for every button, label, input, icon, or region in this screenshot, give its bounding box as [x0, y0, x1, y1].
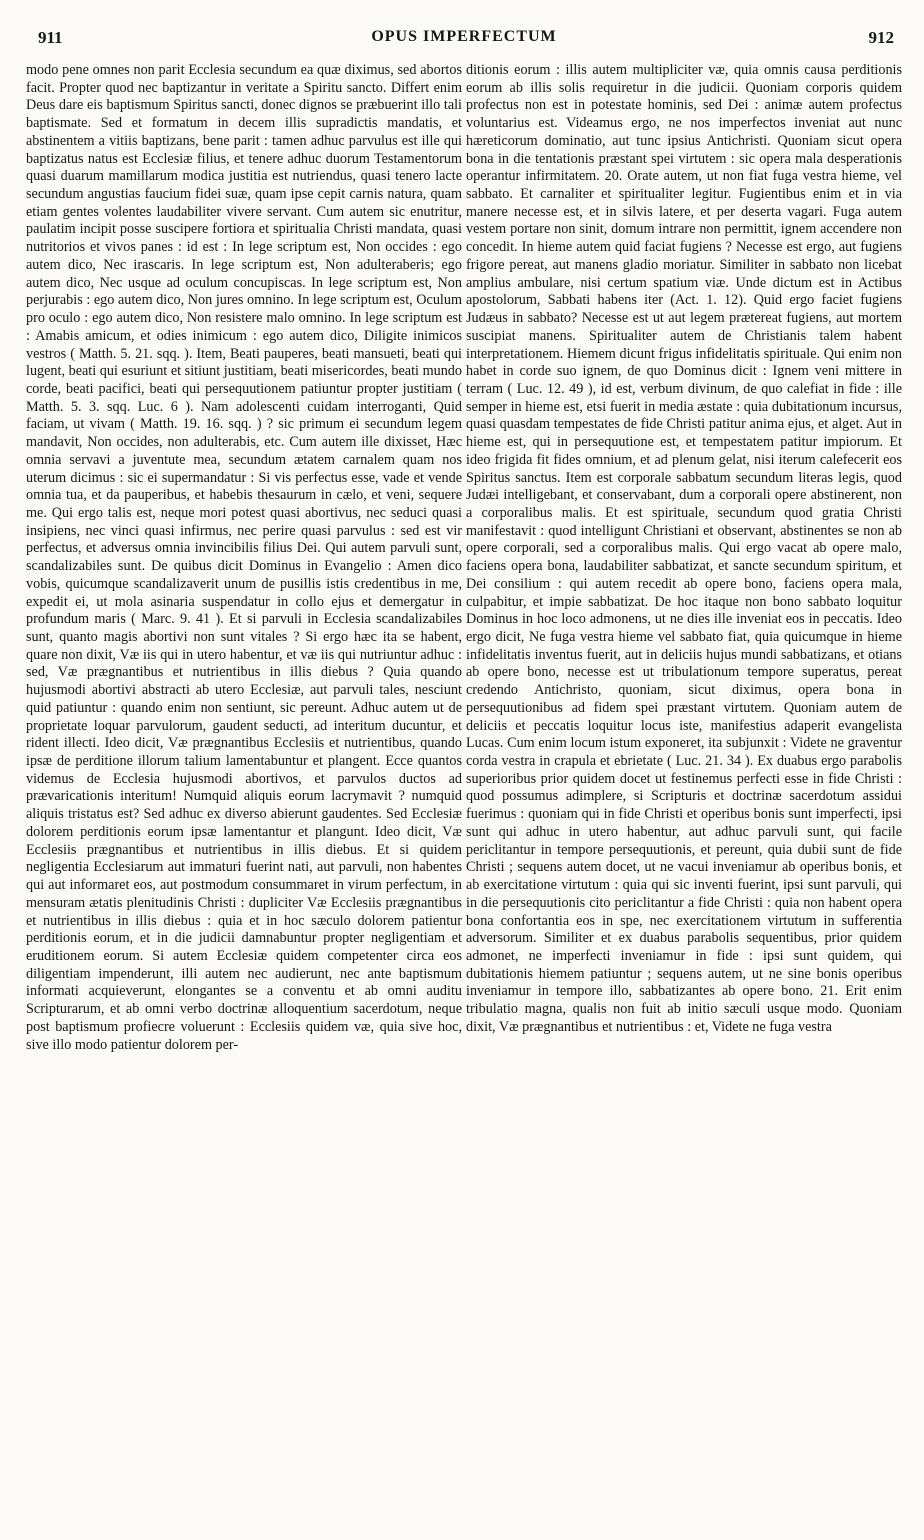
- page-header: [26, 18, 902, 52]
- left-column-text: modo pene omnes non parit Ecclesia secundum ea quæ diximus, sed abortos facit. Propter quod nec baptizantur in veritate a Spiritu sancto. Differt enim Deus dare eis baptismum Spiritus sancti, donec dignos se præbuerint illo tali baptismate. Sed et formatum in decem illis supradictis mandatis, et abstinentem a vitiis baptizans, bene parit : tamen adhuc parvulus est ille qui baptizatus natus est Ecclesiæ filius, et tenere adhuc duorum Testamentorum quasi duarum mamillarum modica justitia est nutriendus, quasi tenero lacte secundum angustias faucium fidei suæ, quam ipse cepit carnis natura, quam etiam gentes volentes laudabiliter vivere servant. Cum autem sic enutritur, paulatim incipit posse suscipere fortiora et spiritualia Christi mandata, quasi nutritorios et vivos panes : id est : In lege scriptum est, Non occides : ego autem dico, Nec irascaris. In lege scriptum est, Non adulteraberis; ego autem dico, Nec usque ad oculum concupiscas. In lege scriptum est, Non perjurabis : ego autem dico, Non jures omnino. In lege scriptum est, Oculum pro oculo : ego autem dico, Non resistere malo omnino. In lege scriptum est : Amabis amicum, et odies inimicum : ego autem dico, Diligite inimicos vestros ( Matth. 5. 21. sqq. ). Item, Beati pauperes, beati mansueti, beati qui lugent, beati qui esuriunt et sitiunt justitiam, beati misericordes, beati mundo corde, beati pacifici, beati qui persequutionem patiuntur propter justitiam ( Matth. 5. 3. sqq. Luc. 6 ). Nam adolescenti cuidam interroganti, Quid faciam, ut vivam ( Matth. 19. 16. sqq. ) ? sic primum ei secundum legem mandavit, Non occides, non adulterabis, etc. Cum autem ille dixisset, Hæc omnia servavi a juventute mea, secundum ætatem carnalem quam nos uterum dicimus : sic ei supermandatur : Si vis perfectus esse, vade et vende omnia tua, et da pauperibus, et habebis thesaurum in cælo, et veni, sequere me. Qui ergo talis est, neque mori potest quasi abortivus, nec seduci quasi insipiens, nec vinci quasi infirmus, nec perire quasi parvulus : sed est vir perfectus, et adversus omnia invincibilis filius Dei. Qui autem parvuli sunt, scandalizabiles sunt. De quibus dicit Dominus in Evangelio : Amen dico vobis, quicumque scandalizaverit unum de pusillis istis credentibus in me, expedit ei, ut mola asinaria suspendatur in collo ejus et demergatur in profundum maris ( Marc. 9. 41 ). Et si parvuli in Ecclesia scandalizabiles sunt, quanto magis abortivi non sunt vitales ? Si ergo hæc ita se habent, quare non dixit, Væ iis qui in utero habentur, et væ iis qui nutriuntur adhuc : sed, Væ prægnantibus et nutrientibus in illis diebus ? Quia quando hujusmodi abortivi abstracti ab utero Ecclesiæ, aut parvuli tales, nesciunt quid patiuntur : quando enim non sentiunt, sic pereunt. Adhuc autem ut de proprietate loquar parvulorum, gaudent seducti, ad interitum ducuntur, et rident illecti. Ideo dicit, Væ prægnantibus Ecclesiis et nutrientibus, quando ipsæ de perditione illorum talium lamentabuntur et plangent. Ecce quantos videmus de Ecclesia hujusmodi abortivos, et parvulos ductos ad prævaricationis interitum! Numquid aliquis eorum lacrymavit ? numquid aliquis tristatus est? Sed adhuc ex diverso abierunt gaudentes. Sed Ecclesiæ dolorem perditionis eorum ipsæ lamentantur et plangunt. Ideo dicit, Væ Ecclesiis prægnantibus et nutrientibus in illis diebus. Et si quidem negligentia Ecclesiarum aut immaturi fuerint nati, aut parvuli, non habentes qui aut informaret eos, aut postmodum consummaret in virum perfectum, in mensuram ætatis plenitudinis Christi : dupliciter Væ Ecclesiis prægnantibus et nutrientibus in illis diebus : quia et in hoc sæculo dolorem patientur perditionis eorum, et in die judicii damnabuntur propter negligentiam et eruditionem eorum. Si autem Ecclesiæ quidem competenter circa eos diligentiam impenderunt, illi autem nec audierunt, nec ante baptismum informati acquieverunt, elongantes se a conventu et ab omni auditu Scripturarum, et ab omni verbo doctrinæ alloquentium sacerdotum, neque post baptismum profiecre voluerunt : Ecclesiis quidem væ, quia sive hoc, sive illo modo patientur dolorem per-: [26, 62, 462, 1053]
- running-title: OPUS IMPERFECTUM: [371, 28, 557, 45]
- right-column: [466, 62, 902, 1526]
- page-number-left: 911: [38, 28, 63, 47]
- left-column: [26, 62, 462, 1526]
- right-column-text: ditionis eorum : illis autem multipliciter væ, quia omnis causa perditionis eorum ab illis solis requiretur in die judicii. Quoniam corporis quidem profectus non est in potestate hominis, sed Dei : animæ autem profectus voluntarius est. Videamus ergo, ne nos imperfectos inveniat aut nunc hæreticorum dominatio, aut tunc ipsius Antichristi. Quoniam sicut opera bona in die tentationis præstant spei virtutem : sic opera mala desperationis operantur infirmitatem. 20. Orate autem, ut non fiat fuga vestra hieme, vel sabbato. Et carnaliter et spiritualiter legitur. Fugientibus enim et in via manere necesse est, et in silvis latere, et per deserta vagari. Fuga autem vestem portare non sinit, domum intrare non permittit, ignem accendere non concedit. In hieme autem quid faciat fugiens ? Necesse est ergo, aut fugiens frigore pereat, aut manens gladio moriatur. Similiter in sabbato non licebat amplius ambulare, nisi certum spatium viæ. Unde dictum est in Actibus apostolorum, Sabbati habens iter (Act. 1. 12). Quid ergo faciet fugiens Judæus in sabbato? Necesse est ut aut legem prætereat fugiens, aut mortem suscipiat manens. Spiritualiter autem de Christianis talem habent interpretationem. Hiemem dicunt frigus infidelitatis spirituale. Qui enim non habet in corde suo ignem, de quo Dominus dicit : Ignem veni mittere in terram ( Luc. 12. 49 ), id est, verbum divinum, de quo calefiat in fide : ille semper in hieme est, etsi fuerit in media æstate : quia dubitationum incursus, quasi quasdam tempestates de fide Christi patitur anima ejus, et alget. Aut in hieme est, qui in persequutione est, et tempestatem patitur impiorum. Et ideo frigida fit fides omnium, et ad plenum gelat, nisi iterum calefecerit eos Spiritus sanctus. Item est corporale sabbatum secundum literas legis, quod Judæi intelligebant, et conservabant, dum a corporali opere abstinerent, non a corporalibus malis. Et est spirituale, secundum quod gratia Christi manifestavit : quod intelligunt Christiani et observant, abstinentes se non ab opere corporali, sed a corporalibus malis. Qui ergo vacat ab opere malo, faciens opera bona, laudabiliter sabbatizat, et sancte secundum spiritum, et Dei consilium : qui autem recedit ab opere bono, faciens opera mala, culpabitur, et impie sabbatizat. De hoc itaque non bono sabbato loquitur Dominus in hoc loco admonens, ut ne dies ille inveniat eos in peccatis. Ideo ergo dicit, Ne fuga vestra hieme vel sabbato fiat, quia quicumque in hieme infidelitatis inventus fuerit, aut in deliciis hujus mundi sabbatizans, et otians ab opere bono, necesse est ut tribulationum tempore superatus, pereat credendo Antichristo, quoniam, sicut diximus, opera bona in persequutionibus ad fidem spei præstant virtutem. Quoniam autem de deliciis et peccatis loquitur locus iste, manifestius adaperit evangelista Lucas. Cum enim locum istum exponeret, ita subjunxit : Videte ne graventur corda vestra in crapula et ebrietate ( Luc. 21. 34 ). Ex duabus ergo parabolis superioribus prior quidem docet ut festinemus perfecti esse in fide Christi : quod possumus adimplere, si Scripturis et doctrinæ sacerdotum assidui fuerimus : quoniam qui in fide Christi et operibus bonis sunt imperfecti, ipsi sunt qui adhuc in utero habentur, aut adhuc parvuli sunt, qui facile periclitantur in tempore persequutionis, et pereunt, quia dubii sunt de fide Christi ; sequens autem docet, ut ne vacui inveniamur ab operibus bonis, et ab exercitatione virtutum : quia qui sic inventi fuerint, ipsi sunt parvuli, qui in die persequutionis cito periclitantur a fide Christi : quia non habent opera bona confortantia eos in spe, nec exercitationem virtutum in sufferentia adversorum. Similiter et ex duabus parabolis sequentibus, prior quidem admonet, ne imperfecti inveniamur in fide : ipsi sunt quidem, qui dubitationis hiemem patiuntur ; sequens autem, ut ne sine bonis operibus inveniamur in tempore illo, sabbatizantes ab opere bono. 21. Erit enim tribulatio magna, qualis non fuit ab initio sæculi usque modo. Quoniam dixit, Væ prægnantibus et nutrientibus : et, Videte ne fuga vestra: [466, 62, 902, 1035]
- page-number-right: 912: [868, 28, 894, 47]
- text-columns: [26, 62, 902, 1526]
